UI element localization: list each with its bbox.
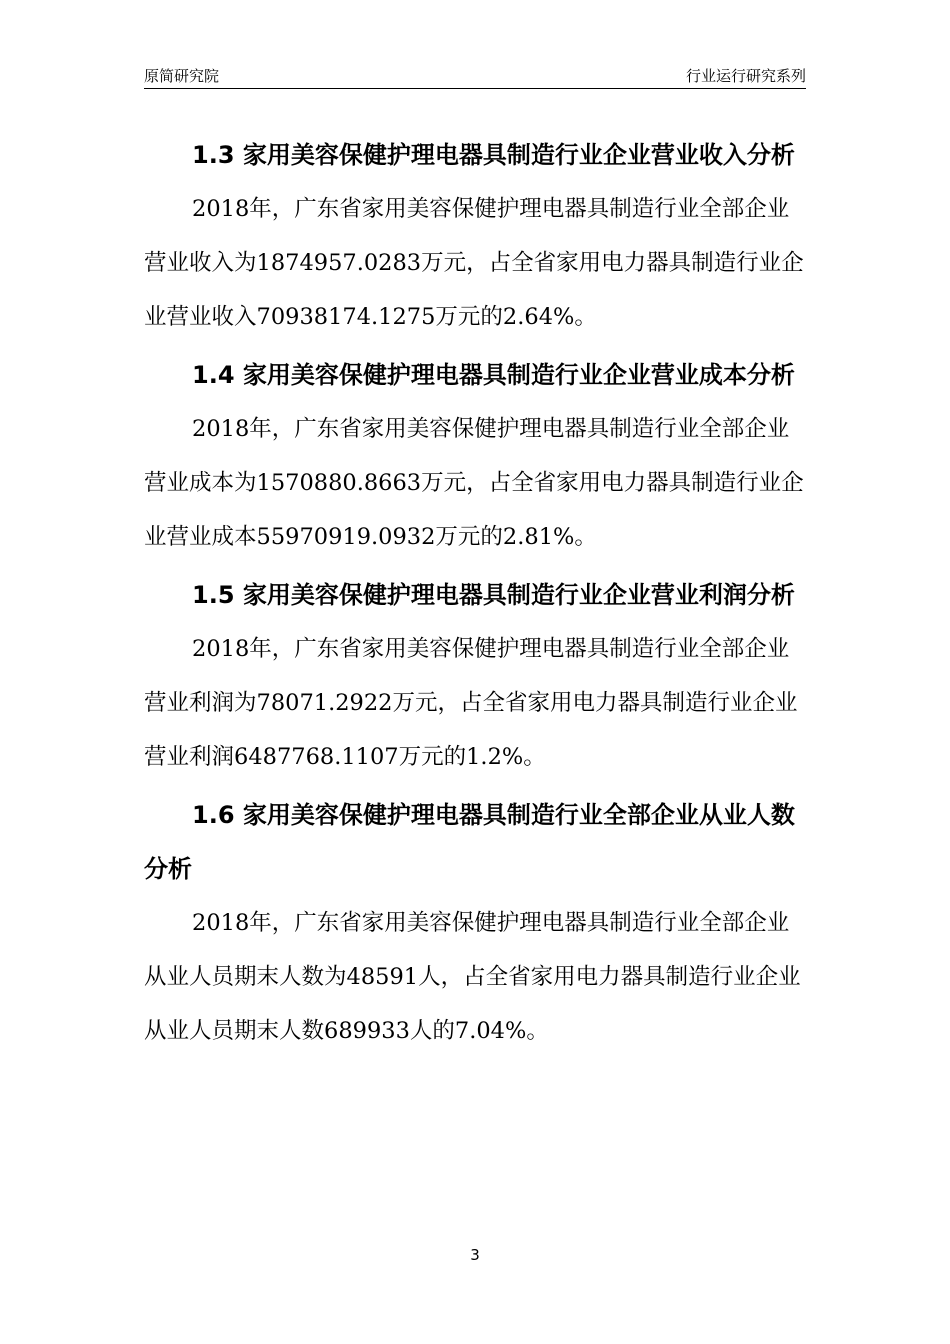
page-number: 3 [470, 1246, 480, 1264]
document-body [144, 128, 806, 1062]
section-heading-1-3: 1.3 家用美容保健护理电器具制造行业企业营业收入分析 [192, 141, 795, 169]
section-heading-1-6: 1.6 家用美容保健护理电器具制造行业全部企业从业人数分析 [144, 801, 795, 883]
section-paragraph-1-3: 2018年，广东省家用美容保健护理电器具制造行业全部企业营业收入为1874957.0283万元，占全省家用电力器具制造行业企业营业收入70938174.1275万元的2.64%。 [144, 196, 804, 330]
header-divider [144, 88, 806, 89]
section-paragraph-1-6: 2018年，广东省家用美容保健护理电器具制造行业全部企业从业人员期末人数为48591人，占全省家用电力器具制造行业企业从业人员期末人数689933人的7.04%。 [144, 910, 801, 1044]
header-series-title: 行业运行研究系列 [685, 67, 806, 85]
section-paragraph-1-4: 2018年，广东省家用美容保健护理电器具制造行业全部企业营业成本为1570880.8663万元，占全省家用电力器具制造行业企业营业成本55970919.0932万元的2.81%。 [144, 416, 804, 550]
header-organization: 原简研究院 [144, 67, 220, 85]
section-heading-1-4: 1.4 家用美容保健护理电器具制造行业企业营业成本分析 [192, 361, 795, 389]
section-heading-1-5: 1.5 家用美容保健护理电器具制造行业企业营业利润分析 [192, 581, 795, 609]
section-paragraph-1-5: 2018年，广东省家用美容保健护理电器具制造行业全部企业营业利润为78071.2922万元，占全省家用电力器具制造行业企业营业利润6487768.1107万元的1.2%。 [144, 636, 798, 770]
